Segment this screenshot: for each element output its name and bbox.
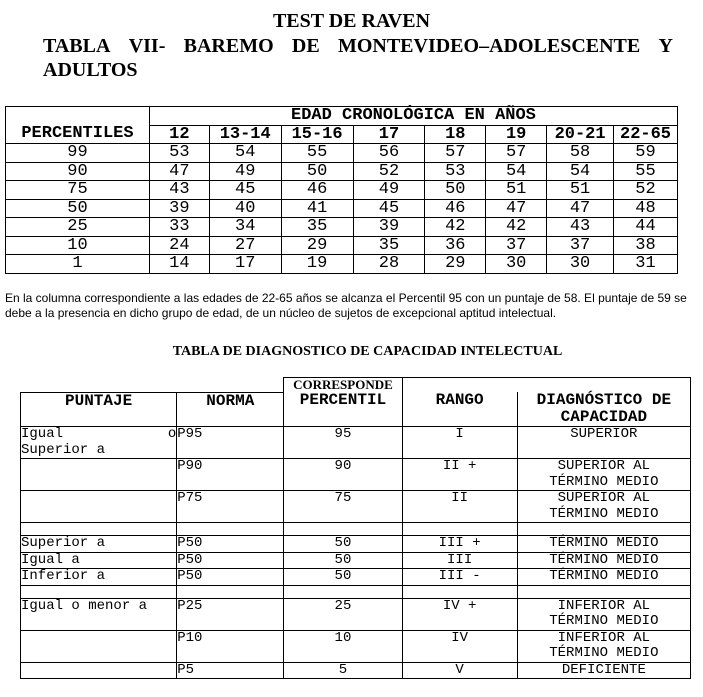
score-cell: 50 xyxy=(281,162,353,181)
percentil-cell: 99 xyxy=(6,144,150,163)
score-cell: 42 xyxy=(425,218,486,237)
page-title: TEST DE RAVEN xyxy=(272,10,431,32)
rango-cell: IV xyxy=(402,630,517,662)
diagnostico-cell: TÉRMINO MEDIO xyxy=(517,552,690,569)
table-title xyxy=(43,35,673,58)
score-cell: 37 xyxy=(486,236,547,255)
table-row xyxy=(6,162,678,181)
puntaje-cell: Igual a xyxy=(21,552,177,569)
age-group-header: EDAD CRONOLÓGICA EN AÑOS xyxy=(149,107,677,126)
percentil-cell: 50 xyxy=(284,569,402,586)
puntaje-text: Igual xyxy=(21,426,64,442)
score-cell: 38 xyxy=(614,236,678,255)
score-cell: 47 xyxy=(149,162,209,181)
puntaje-text: Superior a xyxy=(21,441,106,458)
table-title-continued: ADULTOS xyxy=(43,59,138,81)
score-cell: 45 xyxy=(353,199,425,218)
diagnostico-line: TÉRMINO MEDIO xyxy=(549,505,659,522)
score-cell: 55 xyxy=(614,162,678,181)
rango-cell: V xyxy=(402,662,517,679)
percentil-cell: 25 xyxy=(284,598,402,630)
score-cell: 41 xyxy=(281,199,353,218)
score-cell: 48 xyxy=(614,199,678,218)
score-cell: 43 xyxy=(149,181,209,200)
score-cell: 40 xyxy=(209,199,281,218)
table-row xyxy=(21,427,691,459)
score-cell: 27 xyxy=(209,236,281,255)
blank-cell xyxy=(402,378,517,393)
puntaje-cell xyxy=(21,662,177,679)
score-cell: 53 xyxy=(425,162,486,181)
diagnostico-cell xyxy=(517,459,690,491)
diagnostico-line: INFERIOR AL xyxy=(557,597,651,614)
score-cell: 56 xyxy=(353,144,425,163)
percentil-cell: 10 xyxy=(284,630,402,662)
diagnostic-table xyxy=(20,377,691,679)
norma-cell: P90 xyxy=(177,459,284,491)
score-cell: 46 xyxy=(281,181,353,200)
score-cell: 51 xyxy=(547,181,614,200)
table-row xyxy=(6,218,678,237)
puntaje-cell xyxy=(21,491,177,523)
rango-cell: I xyxy=(402,427,517,459)
puntaje-cell: Igual o menor a xyxy=(21,598,177,630)
rango-cell: II xyxy=(402,491,517,523)
puntaje-cell xyxy=(21,630,177,662)
score-cell: 31 xyxy=(614,255,678,274)
percentil-cell: 75 xyxy=(6,181,150,200)
score-cell: 29 xyxy=(425,255,486,274)
percentil-cell: 1 xyxy=(6,255,150,274)
score-cell: 54 xyxy=(486,162,547,181)
score-cell: 17 xyxy=(209,255,281,274)
rango-cell: III + xyxy=(402,536,517,553)
score-cell: 14 xyxy=(149,255,209,274)
corresponde-label: CORRESPONDE xyxy=(293,377,393,392)
diagnostic-table-title: TABLA DE DIAGNOSTICO DE CAPACIDAD INTELECTUAL xyxy=(172,344,563,359)
percentil-cell: 10 xyxy=(6,236,150,255)
rango-header: RANGO xyxy=(402,392,517,427)
blank-cell xyxy=(177,378,284,393)
percentil-cell: 50 xyxy=(6,199,150,218)
score-cell: 39 xyxy=(149,199,209,218)
blank-cell xyxy=(21,378,177,393)
table-row xyxy=(21,598,691,630)
score-cell: 47 xyxy=(486,199,547,218)
diagnostico-cell xyxy=(517,491,690,523)
percentiles-header: PERCENTILES xyxy=(6,125,150,144)
table-row xyxy=(21,459,691,491)
diagnostico-line: SUPERIOR AL xyxy=(557,490,651,506)
norma-cell: P50 xyxy=(177,552,284,569)
norma-cell: P50 xyxy=(177,569,284,586)
score-cell: 51 xyxy=(486,181,547,200)
diagnostico-cell: SUPERIOR xyxy=(517,427,690,459)
puntaje-cell: Superior a xyxy=(21,536,177,553)
norma-cell: P75 xyxy=(177,491,284,523)
age-header: 20-21 xyxy=(547,125,614,144)
puntaje-cell: Inferior a xyxy=(21,569,177,586)
age-header: 12 xyxy=(149,125,209,144)
norma-cell: P95 xyxy=(177,427,284,459)
score-cell: 43 xyxy=(547,218,614,237)
percentil-cell: 95 xyxy=(284,427,402,459)
blank-cell xyxy=(517,378,690,393)
corresponde-header xyxy=(284,378,402,393)
norma-cell: P50 xyxy=(177,536,284,553)
table-row xyxy=(21,569,691,586)
score-cell: 52 xyxy=(353,162,425,181)
spacer-row xyxy=(21,523,691,536)
diagnostico-cell: TÉRMINO MEDIO xyxy=(517,569,690,586)
diagnostico-cell xyxy=(517,598,690,630)
diagnostico-header xyxy=(517,392,690,427)
score-cell: 54 xyxy=(209,144,281,163)
diagnostico-cell xyxy=(517,630,690,662)
norma-cell: P25 xyxy=(177,598,284,630)
age-header: 19 xyxy=(486,125,547,144)
score-cell: 52 xyxy=(614,181,678,200)
score-cell: 35 xyxy=(281,218,353,237)
score-cell: 30 xyxy=(547,255,614,274)
diagnostico-line: INFERIOR AL xyxy=(557,629,651,646)
score-cell: 19 xyxy=(281,255,353,274)
table-row xyxy=(21,491,691,523)
score-cell: 30 xyxy=(486,255,547,274)
table-row xyxy=(21,662,691,679)
age-header: 13-14 xyxy=(209,125,281,144)
score-cell: 50 xyxy=(425,181,486,200)
diagnostico-header-line: CAPACIDAD xyxy=(560,408,648,426)
age-header: 22-65 xyxy=(614,125,678,144)
score-cell: 33 xyxy=(149,218,209,237)
percentil-cell: 5 xyxy=(284,662,402,679)
table-row xyxy=(6,144,678,163)
percentil-header: PERCENTIL xyxy=(284,392,402,427)
score-cell: 37 xyxy=(547,236,614,255)
norma-cell: P10 xyxy=(177,630,284,662)
score-cell: 45 xyxy=(209,181,281,200)
rango-cell: III xyxy=(402,552,517,569)
percentil-cell: 50 xyxy=(284,552,402,569)
age-header: 17 xyxy=(353,125,425,144)
table-row xyxy=(6,181,678,200)
diagnostico-header-line: DIAGNÓSTICO DE xyxy=(536,391,672,409)
percentil-cell: 25 xyxy=(6,218,150,237)
percentil-cell: 50 xyxy=(284,536,402,553)
score-cell: 54 xyxy=(547,162,614,181)
norma-cell: P5 xyxy=(177,662,284,679)
score-cell: 55 xyxy=(281,144,353,163)
puntaje-header: PUNTAJE xyxy=(21,392,177,427)
score-cell: 58 xyxy=(547,144,614,163)
title-word: DE xyxy=(291,35,320,57)
score-cell: 47 xyxy=(547,199,614,218)
score-cell: 44 xyxy=(614,218,678,237)
diagnostico-line: TÉRMINO MEDIO xyxy=(549,613,659,629)
title-word: VII- xyxy=(128,35,166,57)
score-cell: 29 xyxy=(281,236,353,255)
diagnostico-cell: TÉRMINO MEDIO xyxy=(517,536,690,553)
rango-cell: II + xyxy=(402,459,517,491)
puntaje-cell xyxy=(21,459,177,491)
age-header: 15-16 xyxy=(281,125,353,144)
score-cell: 34 xyxy=(209,218,281,237)
score-cell: 57 xyxy=(425,144,486,163)
score-cell: 39 xyxy=(353,218,425,237)
percentil-cell: 90 xyxy=(284,459,402,491)
puntaje-text: o xyxy=(167,426,177,442)
diagnostico-line: TÉRMINO MEDIO xyxy=(549,645,659,661)
rango-cell: IV + xyxy=(402,598,517,630)
footnote: En la columna correspondiente a las edades de 22-65 años se alcanza el Percentil 95 con un puntaje de 58. El puntaje de 59 se debe a la presencia en dicho grupo de edad, de un núcleo de sujetos de excepcional aptitud intelectual. xyxy=(5,291,687,320)
score-cell: 36 xyxy=(425,236,486,255)
diagnostico-cell: DEFICIENTE xyxy=(517,662,690,679)
score-cell: 28 xyxy=(353,255,425,274)
score-cell: 42 xyxy=(486,218,547,237)
score-cell: 35 xyxy=(353,236,425,255)
age-header: 18 xyxy=(425,125,486,144)
rango-cell: III - xyxy=(402,569,517,586)
table-row xyxy=(21,536,691,553)
table-row xyxy=(21,552,691,569)
diagnostico-line: SUPERIOR AL xyxy=(557,458,651,474)
score-cell: 24 xyxy=(149,236,209,255)
spacer-row xyxy=(21,585,691,598)
score-cell: 46 xyxy=(425,199,486,218)
table-row xyxy=(6,236,678,255)
title-word: Y xyxy=(658,35,673,57)
title-word: MONTEVIDEO–ADOLESCENTE xyxy=(337,35,641,57)
norma-header: NORMA xyxy=(177,392,284,427)
table-row xyxy=(6,255,678,274)
title-word: TABLA xyxy=(43,35,111,57)
percentil-cell: 90 xyxy=(6,162,150,181)
baremo-table xyxy=(5,106,678,274)
score-cell: 49 xyxy=(353,181,425,200)
puntaje-cell xyxy=(21,427,177,459)
table-row xyxy=(21,630,691,662)
table-row xyxy=(6,199,678,218)
score-cell: 53 xyxy=(149,144,209,163)
score-cell: 57 xyxy=(486,144,547,163)
title-word: BAREMO xyxy=(183,35,274,57)
score-cell: 59 xyxy=(614,144,678,163)
diagnostico-line: TÉRMINO MEDIO xyxy=(549,473,659,490)
percentil-cell: 75 xyxy=(284,491,402,523)
corner-cell xyxy=(6,107,150,126)
score-cell: 49 xyxy=(209,162,281,181)
